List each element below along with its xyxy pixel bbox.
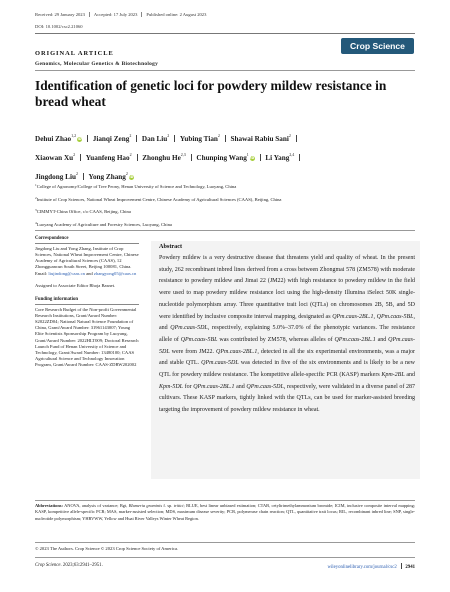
article-type: ORIGINAL ARTICLE: [35, 50, 114, 57]
article-title: Identification of genetic loci for powdery mildew resistance in bread wheat: [35, 78, 387, 109]
author[interactable]: Yubing Tian$^2$: [179, 133, 220, 143]
affiliation: $^1$College of Agronomy/College of Tree Peony, Henan University of Science and Technology, Luoyang, China: [35, 183, 237, 189]
author[interactable]: Xiaowan Xu$^2$: [35, 152, 76, 162]
author[interactable]: Chunping Wang$^1$iD: [196, 152, 255, 162]
author[interactable]: Yuanfeng Hao$^2$: [85, 152, 132, 162]
author[interactable]: Zhonghu He$^{2,3}$: [142, 152, 186, 162]
correspondence-heading: Correspondence: [35, 236, 69, 241]
affiliation: $^3$CIMMYT-China Office, c/o CAAS, Beijing, China: [35, 208, 131, 215]
journal-badge[interactable]: Crop Science: [341, 38, 414, 54]
published-date: Published online: 2 August 2023: [146, 12, 207, 17]
assigned-editor: Assigned to Associate Editor Bhoja Basnet.: [35, 282, 116, 288]
author-list: [35, 128, 420, 185]
publication-dates: [35, 12, 206, 17]
divider: [35, 500, 415, 501]
abstract-heading: Abstract: [159, 243, 183, 250]
author[interactable]: Shawai Rabiu Sani$^2$: [230, 133, 291, 143]
affiliation: $^2$Institute of Crop Sciences, National Wheat Improvement Centre, Chinese Academy of Agricultural Sciences (CAAS), Beijing, China: [35, 195, 282, 202]
affiliations: [35, 180, 420, 230]
divider: [35, 557, 415, 558]
copyright-notice: © 2023 The Authors. Crop Science © 2023 Crop Science Society of America.: [35, 546, 179, 551]
divider: [35, 70, 415, 71]
divider: [35, 230, 415, 231]
page-number: 2941: [405, 565, 415, 570]
author[interactable]: Yong Zhang$^2$iD: [88, 171, 134, 181]
email-link[interactable]: liujindong@caas.cn: [48, 270, 85, 276]
correspondence-email: Email: liujindong@caas.cn and zhangyong05@caas.cn: [35, 270, 137, 276]
correspondence-text: Jingdong Liu and Yong Zhang, Institute of Crop Sciences, National Wheat Improvement Centre, Chinese Academy of Agricultural Sciences (CAAS), 12 Zhongguancun South Street, Beijing 100081, China.: [35, 245, 139, 270]
abstract-text: Powdery mildew is a very destructive disease that threatens yield and quality of wheat. In the present study, 262 recombinant inbred lines derived from a cross between Zhongmai 578 (ZM578) with moderate resistance to powdery mildew and Jimai 22 (JM22) with high resistance to powdery mildew in the field were used to map powdery mildew resistance loci using the high-density Illumina iSelect 50K single-nucleotide polymorphism array. Three quantitative trait loci (QTLs) on chromosomes 2B, 5B, and 5D were identified by inclusive composite interval mapping, designated as QPm.caas-2BL.1, QPm.caas-5BL, and QPm.caas-5DL, respectively, explaining 5.0%–37.0% of the phenotypic variances. The resistance allele of QPm.caas-5BL was contributed by ZM578, whereas alleles of QPm.caas-2BL.1 and QPm.caas-5DL were from JM22. QPm.caas-2BL.1, detected in all the six experimental environments, was a major and stable QTL. QPm.caas-5DL was detected in five of the six environments and is likely to be a new QTL for powdery mildew resistance. The kompetitive allele-specific PCR (KASP) markers Kpm-2BL and Kpm-5DL for QPm.caas-2BL.1 and QPm.caas-5DL, respectively, were validated in a diverse panel of 287 cultivars. These KASP markers, tightly linked with the QTLs, can be used for marker-assisted breeding targeting the improvement of powdery mildew resistance in wheat.: [159, 255, 416, 414]
author[interactable]: Dan Liu$^2$: [141, 133, 170, 143]
funding-heading: Funding information: [35, 296, 79, 302]
divider: [35, 542, 415, 543]
article-sidebar: [35, 236, 139, 377]
section-name: Genomics, Molecular Genetics & Biotechnology: [35, 61, 159, 67]
author[interactable]: Jianqi Zeng$^2$: [92, 133, 132, 143]
footer-right: [327, 563, 415, 570]
journal-citation: Crop Science. 2023;63:2941–2951.: [35, 563, 103, 568]
abbreviations: Abbreviations: ANOVA, analysis of variance; Bgt, Blumeria graminis f. sp. tritici; BLUE, best linear unbiased estimation; CTAB, cetyltrimethylammonium bromide; ICIM, inclusive composite interval mapping; KASP, kompetitive allele-specific PCR; MAS, marker-assisted selection; MDS, maximum disease severity; PCR, polymerase chain reaction; QTL, quantitative trait locus; RIL, recombinant inbred line; SNP, single-nucleotide polymorphism; YHRVWW, Yellow and Huai River Valleys Winter Wheat Region.: [35, 503, 415, 521]
funding-block: [35, 297, 139, 369]
funding-text: Core Research Budget of the Non-profit Governmental Research Institutions, Grant/Award Number: S2022ZD04; National Natural Science Foundation of China, Grant/Award Number: 31961143007; Young Elite Scientists Sponsorship Program by Luoyang, Grant/Award Number: 2022HLT009; Doctoral Research Launch Fund of Henan University of Science and Technology, Grant/Award Number: 13480100; CAAS Agricultural Science and Technology Innovation Program, Grant/Award Number: CAAS-ZDRW202002: [35, 306, 139, 368]
orcid-icon[interactable]: iD: [250, 156, 255, 160]
received-date: Received: 29 January 2023: [35, 12, 85, 17]
orcid-icon[interactable]: iD: [77, 137, 82, 141]
author[interactable]: Jingdong Liu$^2$: [35, 171, 78, 181]
divider: [35, 33, 415, 34]
affiliation: $^4$Luoyang Academy of Agriculture and Forestry Sciences, Luoyang, China: [35, 220, 172, 227]
author[interactable]: Dehui Zhao$^{1,2}$iD: [35, 133, 82, 143]
journal-url-link[interactable]: wileyonlinelibrary.com/journal/csc2: [327, 565, 397, 570]
doi[interactable]: DOI: 10.1002/csc2.21060: [35, 24, 83, 29]
orcid-icon[interactable]: iD: [129, 175, 134, 179]
accepted-date: Accepted: 17 July 2023: [93, 12, 138, 17]
email-link[interactable]: zhangyong05@caas.cn: [93, 270, 137, 276]
author[interactable]: Li Yang$^{2,4}$: [265, 152, 295, 162]
correspondence-block: [35, 236, 139, 289]
